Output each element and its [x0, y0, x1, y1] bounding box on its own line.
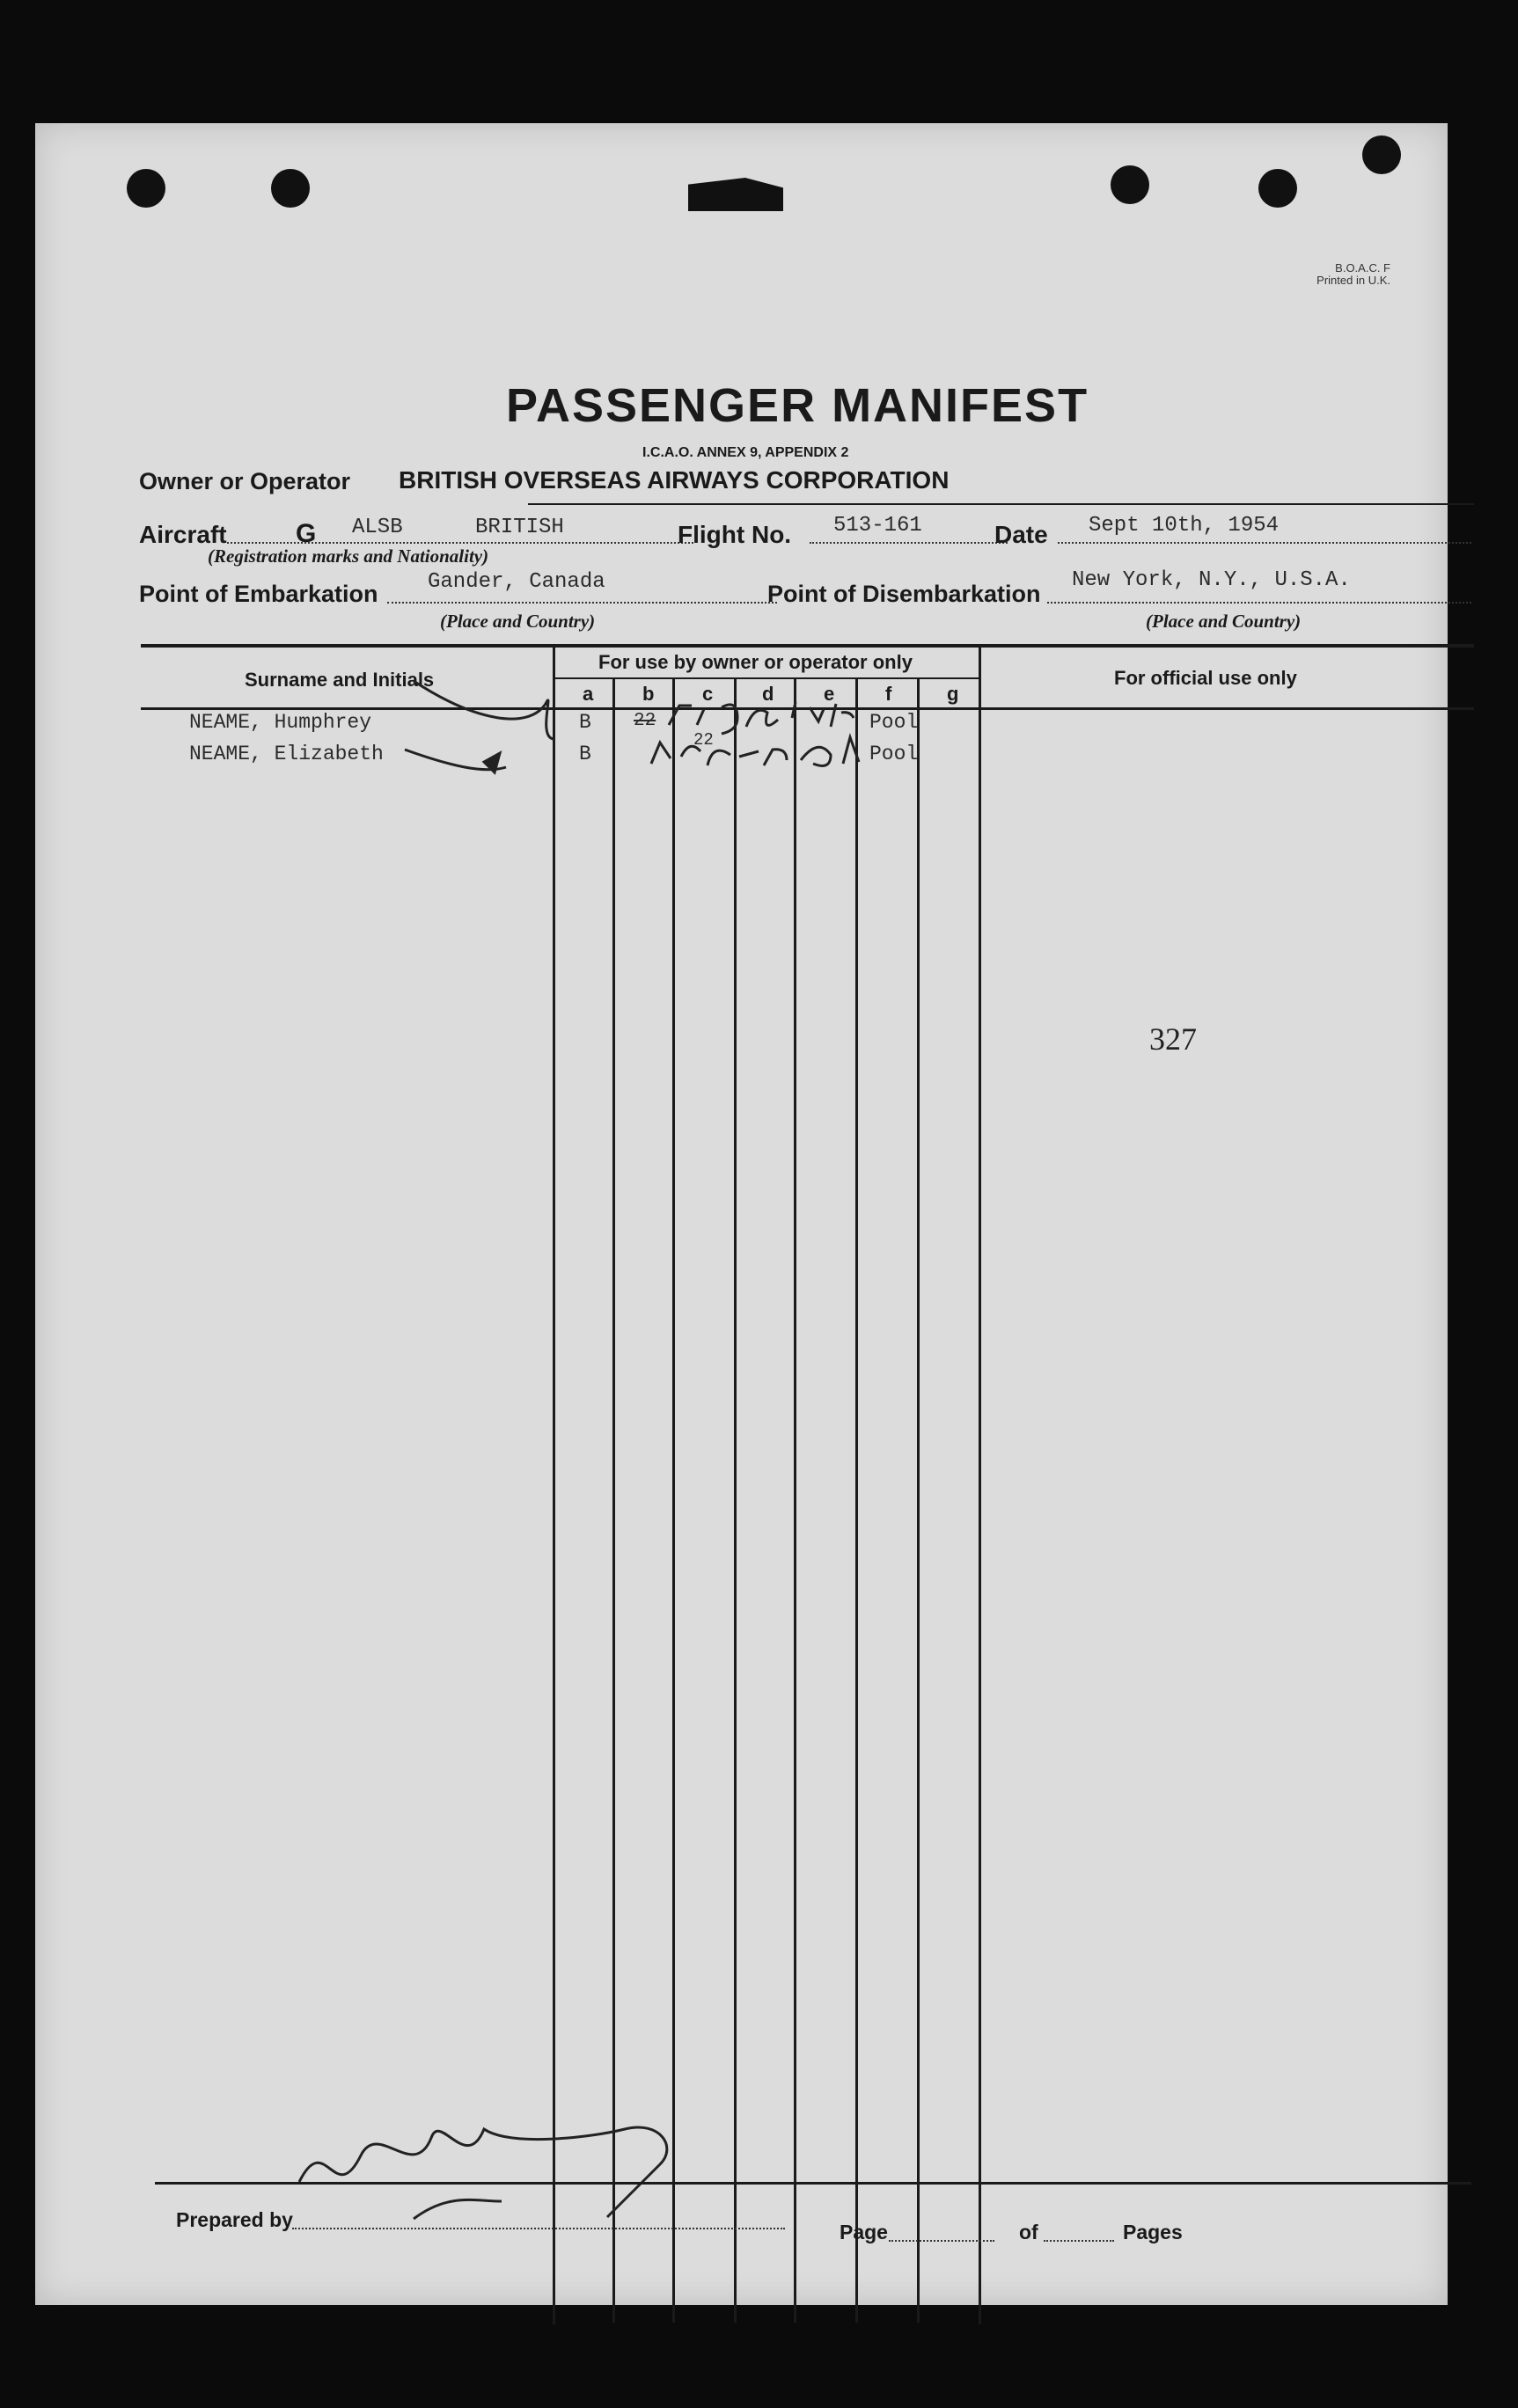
of-label: of [1019, 2221, 1038, 2243]
column-e-header: e [824, 683, 835, 705]
page-line [889, 2240, 994, 2242]
footer-rule [155, 2182, 1471, 2185]
column-a-header: a [583, 683, 594, 705]
pages-label: Pages [1123, 2221, 1183, 2243]
disembarkation-label: Point of Disembarkation [767, 581, 1041, 607]
surname-header: Surname and Initials [245, 669, 435, 691]
disembarkation-note: (Place and Country) [1146, 611, 1302, 632]
passenger-1-col-a: B [579, 711, 591, 734]
owner-value: BRITISH OVERSEAS AIRWAYS CORPORATION [399, 466, 950, 494]
aircraft-note: (Registration marks and Nationality) [208, 545, 489, 567]
column-d-header: d [762, 683, 774, 705]
flight-value: 513-161 [833, 514, 922, 538]
page-subtitle: I.C.A.O. ANNEX 9, APPENDIX 2 [642, 445, 849, 460]
official-header: For official use only [1114, 667, 1297, 689]
aircraft-nationality: BRITISH [475, 516, 564, 539]
handwritten-marks [35, 123, 1448, 2305]
owner-label: Owner or Operator [139, 468, 351, 494]
form-code-line-1: B.O.A.C. F [1335, 261, 1390, 274]
column-b-header: b [642, 683, 655, 705]
column-g-header: g [947, 683, 959, 705]
passenger-2-col-a: B [579, 743, 591, 765]
passenger-2-col-f: Pool [869, 743, 919, 765]
prepared-by-label: Prepared by [176, 2208, 293, 2231]
aircraft-registration: ALSB [352, 516, 403, 539]
flight-label: Flight No. [678, 521, 792, 548]
disembarkation-value: New York, N.Y., U.S.A. [1072, 568, 1351, 592]
page-label: Page [840, 2221, 888, 2243]
of-line [1044, 2240, 1114, 2242]
operator-header: For use by owner or operator only [598, 651, 913, 673]
aircraft-label: Aircraft [139, 521, 227, 548]
date-value: Sept 10th, 1954 [1089, 514, 1280, 538]
page-title: PASSENGER MANIFEST [506, 379, 1089, 432]
stamp-number: 327 [1149, 1021, 1197, 1057]
embarkation-value: Gander, Canada [428, 570, 605, 594]
embarkation-note: (Place and Country) [440, 611, 596, 632]
embarkation-label: Point of Embarkation [139, 581, 378, 607]
passenger-1-col-f: Pool [869, 711, 919, 734]
aircraft-prefix: G [296, 519, 317, 548]
prepared-by-line [292, 2228, 785, 2229]
passenger-1-col-b: 22 [634, 711, 656, 731]
date-label: Date [994, 521, 1048, 548]
form-code-line-2: Printed in U.K. [1316, 274, 1390, 287]
passenger-1-name: NEAME, Humphrey [189, 711, 372, 734]
passenger-2-name: NEAME, Elizabeth [189, 743, 384, 765]
column-f-header: f [885, 683, 892, 705]
manifest-sheet [35, 123, 1448, 2305]
column-c-header: c [702, 683, 714, 705]
passenger-2-col-b: 22 [693, 730, 714, 750]
